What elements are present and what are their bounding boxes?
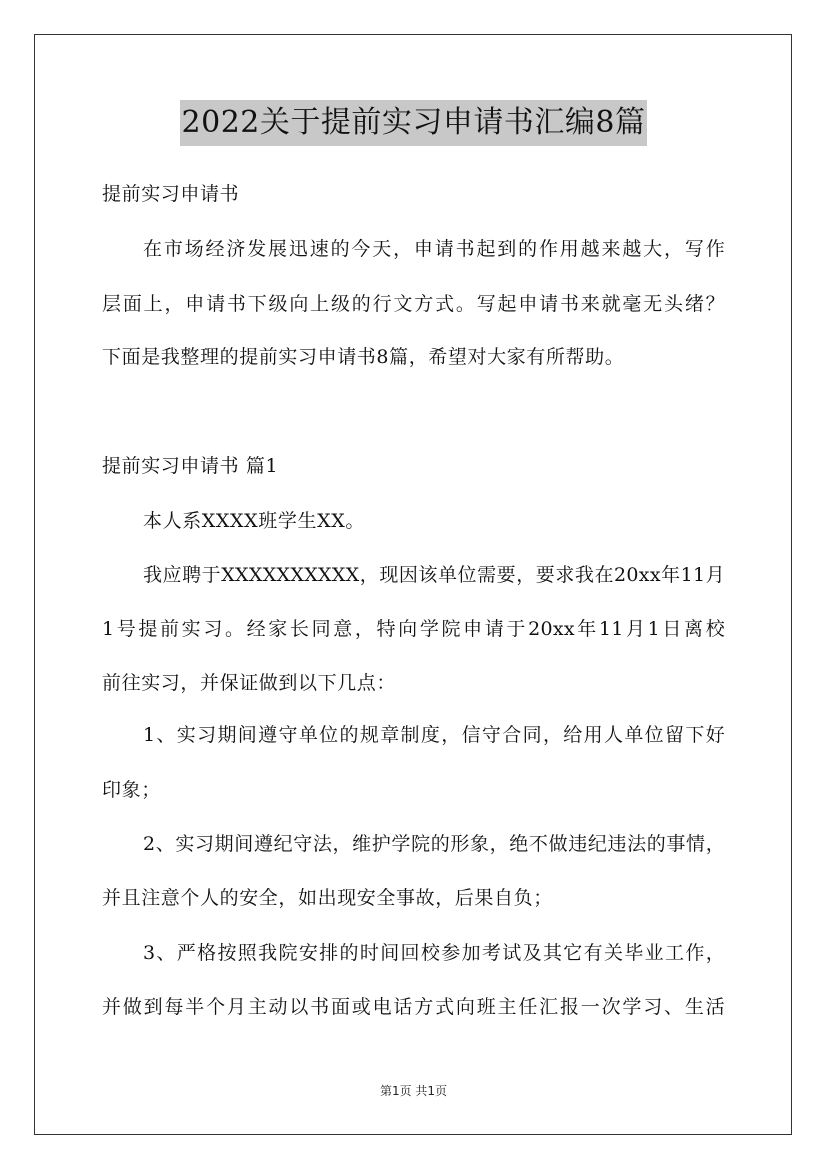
paragraph-line: 并做到每半个月主动以书面或电话方式向班主任汇报一次学习、生活 — [102, 996, 725, 1018]
page-footer: 第1页 共1页 — [379, 1084, 448, 1098]
paragraph-line: 1号提前实习。经家长同意，特向学院申请于20xx年11月1日离校 — [102, 618, 725, 640]
title-container — [0, 100, 827, 146]
section-heading: 提前实习申请书 篇1 — [102, 455, 279, 477]
paragraph-line: 下面是我整理的提前实习申请书8篇，希望对大家有所帮助。 — [102, 346, 625, 368]
paragraph-line: 2、实习期间遵纪守法，维护学院的形象，绝不做违纪违法的事情， — [143, 833, 725, 855]
paragraph-line: 本人系XXXX班学生XX。 — [143, 510, 365, 532]
paragraph-line: 我应聘于XXXXXXXXXX，现因该单位需要，要求我在20xx年11月 — [143, 564, 725, 586]
paragraph-line: 印象； — [102, 779, 161, 801]
document-title: 2022关于提前实习申请书汇编8篇 — [180, 100, 648, 146]
paragraph-line: 前往实习，并保证做到以下几点： — [102, 672, 397, 694]
section-heading: 提前实习申请书 — [102, 183, 240, 205]
paragraph-line: 在市场经济发展迅速的今天，申请书起到的作用越来越大，写作 — [143, 238, 725, 260]
paragraph-line: 3、严格按照我院安排的时间回校参加考试及其它有关毕业工作， — [143, 942, 725, 964]
paragraph-line: 1、实习期间遵守单位的规章制度，信守合同，给用人单位留下好 — [143, 724, 725, 746]
paragraph-line: 层面上，申请书下级向上级的行文方式。写起申请书来就毫无头绪？ — [102, 293, 725, 315]
paragraph-line: 并且注意个人的安全，如出现安全事故，后果自负； — [102, 887, 553, 909]
